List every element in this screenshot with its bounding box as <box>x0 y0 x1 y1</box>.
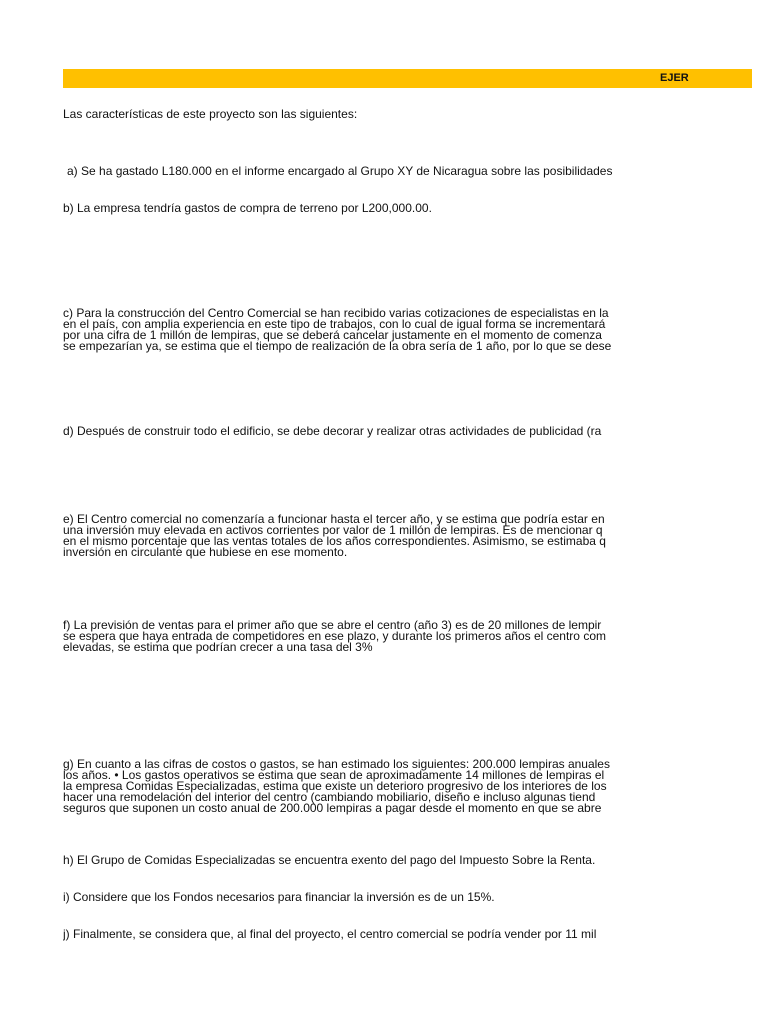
item-e <box>63 514 631 558</box>
document-body <box>63 0 631 1024</box>
item-h <box>63 855 631 866</box>
item-e-line-3: en el mismo porcentaje que las ventas totales de los años correspondientes. Asimismo, se estimaba q <box>63 534 606 548</box>
item-d <box>63 426 631 437</box>
item-j <box>63 929 631 940</box>
item-c-line-4: se empezarían ya, se estima que el tiempo de realización de la obra sería de 1 año, por lo que se dese <box>63 339 612 353</box>
item-g-line-4: hacer una remodelación del interior del centro (cambiando mobiliario, diseño e incluso algunas tiend <box>63 790 596 804</box>
item-j-line-1: j) Finalmente, se considera que, al final del proyecto, el centro comercial se podría vender por 11 mil <box>63 927 597 941</box>
item-g-line-3: la empresa Comidas Especializadas, estima que existe un deterioro progresivo de los interiores de los <box>63 779 607 793</box>
item-e-line-1: e) El Centro comercial no comenzaría a funcionar hasta el tercer año, y se estima que podría estar en <box>63 512 605 526</box>
item-i-line-1: i) Considere que los Fondos necesarios para financiar la inversión es de un 15%. <box>63 890 495 904</box>
item-a <box>63 166 631 177</box>
item-h-line-1: h) El Grupo de Comidas Especializadas se encuentra exento del pago del Impuesto Sobre la Renta. <box>63 853 596 867</box>
item-c-line-1: c) Para la construcción del Centro Comercial se han recibido varias cotizaciones de especialistas en la <box>63 306 609 320</box>
item-g-line-5: seguros que suponen un costo anual de 200.000 lempiras a pagar desde el momento en que se abre <box>63 801 602 815</box>
item-f-line-1: f) La previsión de ventas para el primer año que se abre el centro (año 3) es de 20 millones de lempir <box>63 618 602 632</box>
intro-text <box>63 109 631 120</box>
item-e-line-4: inversión en circulante que hubiese en ese momento. <box>63 545 348 559</box>
item-f <box>63 620 631 653</box>
item-d-line-1: d) Después de construir todo el edificio, se debe decorar y realizar otras actividades de publicidad (ra <box>63 424 602 438</box>
item-c-line-3: por una cifra de 1 millón de lempiras, que se deberá cancelar justamente en el momento de comenza <box>63 328 602 342</box>
item-e-line-2: una inversión muy elevada en activos corrientes por valor de 1 millón de lempiras. Es de mencionar q <box>63 523 603 537</box>
item-f-line-3: elevadas, se estima que podrían crecer a una tasa del 3% <box>63 640 373 654</box>
item-g-line-2: los años. • Los gastos operativos se estima que sean de aproximadamente 14 millones de lempiras el <box>63 768 605 782</box>
item-i <box>63 892 631 903</box>
intro-line: Las características de este proyecto son las siguientes: <box>63 107 358 121</box>
item-c <box>63 308 631 352</box>
item-g <box>63 759 631 814</box>
item-f-line-2: se espera que haya entrada de competidores en ese plazo, y durante los primeros años el centro com <box>63 629 606 643</box>
item-a-line-1: a) Se ha gastado L180.000 en el informe encargado al Grupo XY de Nicaragua sobre las posibilidades <box>67 164 613 178</box>
header-title: EJER <box>660 72 689 84</box>
item-b <box>63 203 631 214</box>
item-b-line-1: b) La empresa tendría gastos de compra de terreno por L200,000.00. <box>63 201 432 215</box>
item-g-line-1: g) En cuanto a las cifras de costos o gastos, se han estimado los siguientes: 200.000 lempiras anuales <box>63 757 610 771</box>
item-c-line-2: en el país, con amplia experiencia en este tipo de trabajos, con lo cual de igual forma se incrementará <box>63 317 606 331</box>
